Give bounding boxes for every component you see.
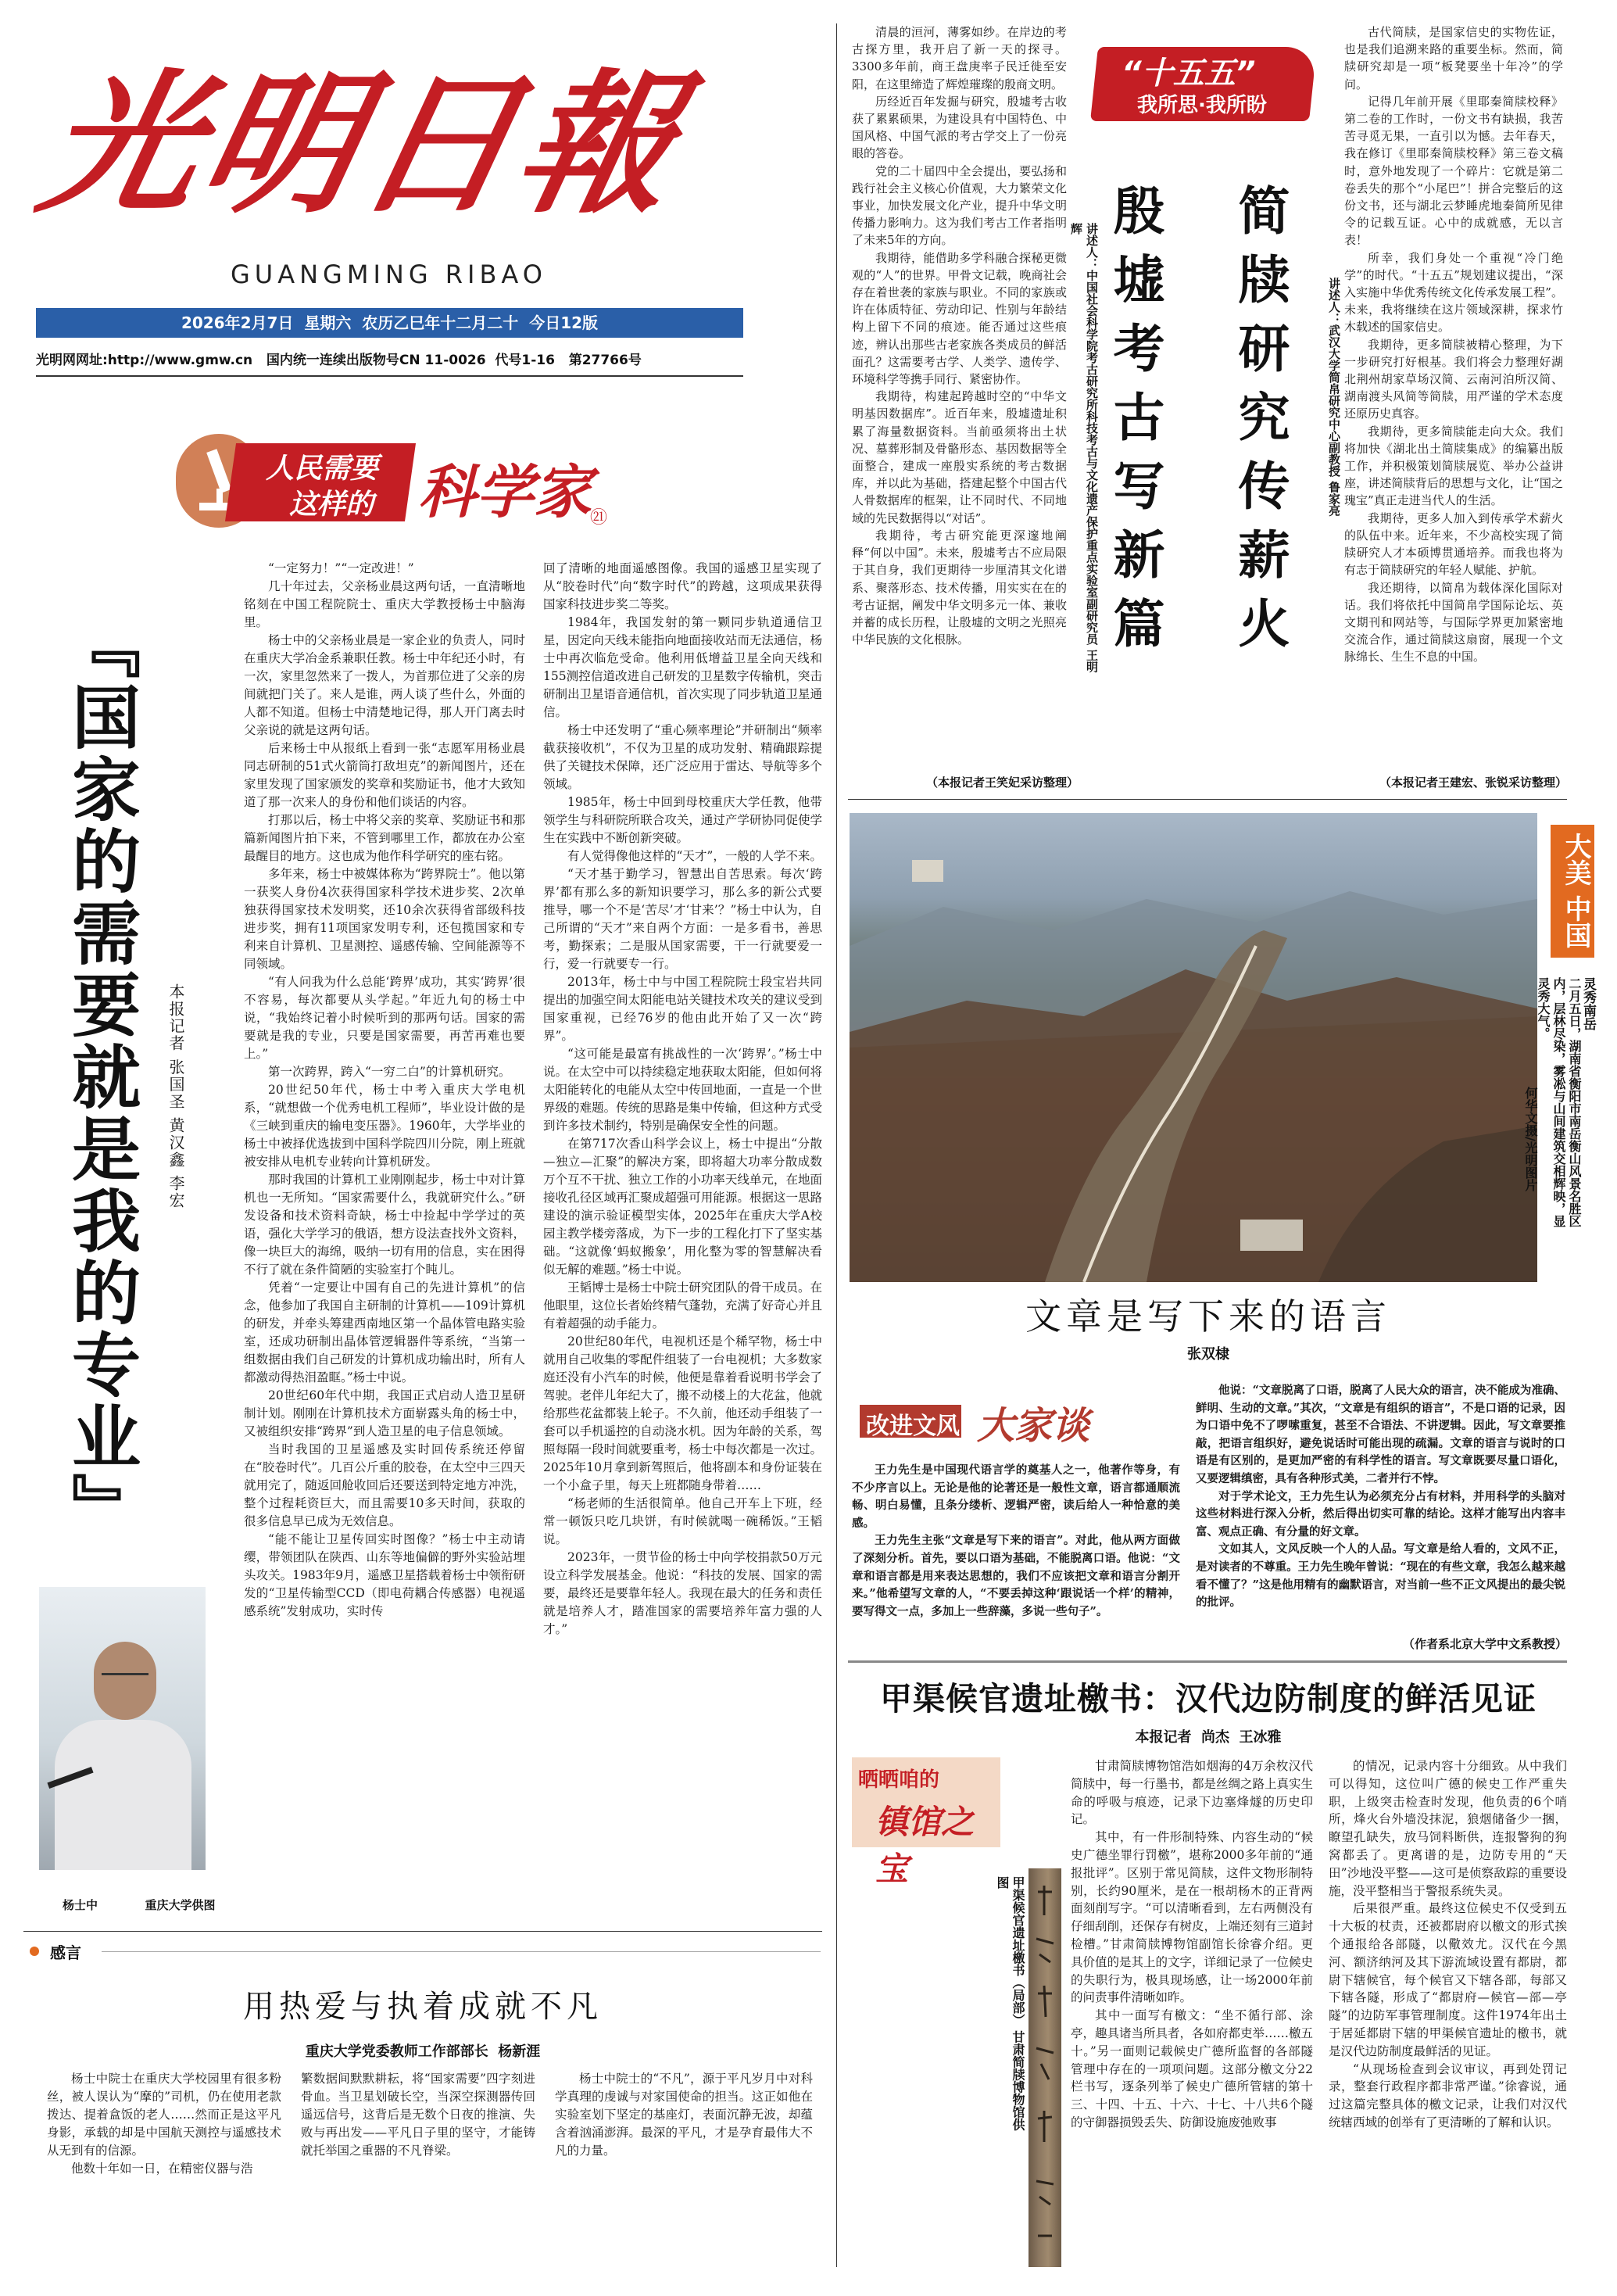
essay-column-3 bbox=[555, 2070, 813, 2226]
scientist-col2-paragraph: “杨老师的生活很简单。他自己开车上下班，经常一顿饭只吃几块饼，有时候就喝一碗稀饭。”王韬说。 bbox=[543, 1496, 822, 1546]
essay-col3-para: 杨士中院士的“不凡”，源于平凡岁月中对科学真理的虔诚与对家国使命的担当。这正如他在实验室划下坚定的基座灯，表面沉静无波，却蕴含着汹涌澎湃。最深的平凡，才是孕育最伟大不凡的力量。 bbox=[555, 2072, 813, 2158]
plan-right-paragraph: 我期待，更多简牍被精心整理，为下一步研究打好根基。我们将会力整理好湖北荆州胡家草场汉简、云南河泊所汉简、湖南渡头风简等简牍，用严谨的学术态度还原历史真容。 bbox=[1344, 337, 1563, 421]
wenfeng-badge-right: 大家谈 bbox=[977, 1404, 1090, 1448]
jiaqu-col2-paragraph: 的情况，记录内容十分细致。从中我们可以得知，这位叫广德的候史工作严重失职，上级突击检查时发现，他负责的6个哨所，烽火台外墙没抹泥，狼烟储备少一捆，瞭望孔缺失，放马饲料断供，连报警狗的狗窝都丢了。更离谱的是，边防专用的“天田”沙地没平整——这可是侦察敌踪的重要设施，没平整相当于警报系统失灵。 bbox=[1329, 1759, 1567, 1898]
scientist-col2-paragraph: 王韬博士是杨士中院士研究团队的骨干成员。在他眼里，这位长者始终精气蓬勃，充满了好奇心并且有着超强的动手能力。 bbox=[543, 1281, 822, 1331]
portrait-glasses bbox=[102, 1673, 148, 1683]
scientist-col1-paragraph: 20世纪60年代中期，我国正式启动人造卫星研制计划。刚刚在计算机技术方面崭露头角的杨士中，又被组织安排“跨界”到人造卫星的电子信息领域。 bbox=[244, 1388, 525, 1438]
scientist-col2-paragraph: 1984年，我国发射的第一颗同步轨道通信卫星，因定向天线未能指向地面接收站而无法通信，杨士中再次临危受命。他利用低增益卫星全向天线和155测控信道改进自己研发的卫星数字传输机，突击研制出卫星语音通信机，首次实现了同步轨道卫星通信。 bbox=[543, 615, 822, 719]
banner-sub: 我所思·我所盼 bbox=[1137, 94, 1267, 117]
scientist-col2-paragraph: 20世纪80年代，电视机还是个稀罕物，杨士中就用自己收集的零配件组装了一台电视机；大多数家庭还没有小汽车的时候，他便是靠着看说明书学会了驾驶。老伴儿年纪大了，搬不动楼上的大花盆，他就给那些花盆都装上轮子。不久前，他还动手组装了一套可以手机遥控的自动浇水机。因为年龄的关系，驾照每隔一段时间就要重考，杨士中每次都是一次过。2025年10月拿到新驾照后，他将副本和身份证装在一个小盒子里，每天上班都随身带着…… bbox=[543, 1334, 822, 1492]
jiaqu-col1-paragraph: 其中一面写有檄文：“坐不循行部、涂亭，趣具诸当所具者，各如府都吏举……檄五十。”另一面则记载候史广德所监督的各部隧管理中存在的一项项问题。这部分檄文分22栏书写，逐条列举了候史广德所管辖的第十三、十四、十五、十六、十七、十八共6个隧的守御器损毁丢失、防御设施废弛败事 bbox=[1071, 2008, 1313, 2129]
scientist-col1-paragraph: 打那以后，杨士中将父亲的奖章、奖励证书和那篇新闻图片拍下来，不管到哪里工作，都放在办公室最醒目的地方。这也成为他作科学研究的座右铭。 bbox=[244, 813, 525, 863]
masthead-rule bbox=[36, 375, 743, 377]
plan-right-paragraph: 古代简牍，是国家信史的实物佐证，也是我们追溯来路的重要坐标。然而，简牍研究却是一项“板凳要坐十年冷”的学问。 bbox=[1344, 25, 1563, 91]
wenfeng-title: 文章是写下来的语言 bbox=[1025, 1295, 1391, 1338]
jiaqu-col1-paragraph: 其中，有一件形制特殊、内容生动的“候史广德坐罪行罚檄”，堪称2000多年前的“通报批评”。区别于常见简牍，这件文物形制特别，长约90厘米，是在一根胡杨木的正背两面刻削写字。“可以清晰看到，左右两侧没有仔细刮削，还保存有树皮，上端还刻有三道封检槽。”甘肃简牍博物馆副馆长徐睿介绍。更具价值的是其上的文字，详细记录了一位候史的失职行为，极具现场感，让一场2000年前的问责事件清晰如昨。 bbox=[1071, 1830, 1313, 2005]
dateline: 2026年2月7日 星期六 农历乙巳年十二月二十 今日12版 bbox=[181, 313, 599, 332]
newspaper-title: 光明日報 bbox=[27, 55, 698, 235]
plan-left-byline: 讲述人：中国社会科学院考古研究所科技考古与文化遗产保护重点实验室副研究员 王明辉 bbox=[1069, 223, 1099, 673]
wenfeng-author: 张双棣 bbox=[1187, 1346, 1229, 1363]
plan-bottom-rule bbox=[848, 799, 1567, 800]
scientist-col1-paragraph: “能不能让卫星传回实时图像？”杨士中主动请缨，带领团队在陕西、山东等地偏僻的野外实验站埋头攻关。1983年9月，遥感卫星搭载着杨士中领衔研发的“卫星传输型CCD（即电荷耦合传感器）电视遥感系统”发射成功，实时传 bbox=[244, 1532, 525, 1618]
wenfeng-right-paragraph: 文如其人，文风反映一个人的人品。写文章是给人看的，文风不正，是对读者的不尊重。王力先生晚年曾说：“现在的有些文章，我怎么越来越看不懂了？”这是他用精有的幽默语言，对当前一些不正文风提出的最尖锐的批评。 bbox=[1196, 1542, 1565, 1610]
essay-col1b-para: 他数十年如一日，在精密仪器与浩 bbox=[71, 2162, 253, 2176]
jiaqu-caption: 甲渠候官遗址檄书（局部） 甘肃简牍博物馆供图 bbox=[995, 1876, 1025, 2131]
wenfeng-badge-left: 改进文风 bbox=[866, 1413, 960, 1440]
scientist-col2-paragraph: 2023年，一贯节俭的杨士中向学校捐款50万元设立科学发展基金。他说：“科技的发展、国家的需要，最终还是要靠年轻人。我现在最大的任务和责任就是培养人才，踏准国家的需要培养年富力强的人才。” bbox=[543, 1550, 822, 1636]
essay-tag: 感言 bbox=[50, 1943, 81, 1962]
wenfeng-left-paragraph: 王力先生是中国现代语言学的奠基人之一，他著作等身，有不少序言以上。无论是他的论著还是一般性文章，语言都通顺流畅、明白易懂，且条分缕析、逻辑严密，读后给人一种恰意的美感。 bbox=[852, 1463, 1180, 1530]
scientist-col1-paragraph: 第一次跨界，跨入“一穷二白”的计算机研究。 bbox=[268, 1065, 511, 1079]
plan-left-paragraph: 清晨的洹河，薄雾如纱。在岸边的考古探方里，我开启了新一天的探寻。3300多年前，商王盘庚率子民迁徙至安阳，在这里缔造了辉煌璀璨的殷商文明。 bbox=[852, 25, 1067, 91]
wenfeng-right-text bbox=[1196, 1382, 1565, 1634]
badge-line2: 这样的 bbox=[289, 489, 374, 521]
plan-right-paragraph: 所幸，我们身处一个重视“冷门绝学”的时代。“十五五”规划建议提出，“深入实施中华优秀传统文化传承发展工程”。未来，我将继续在这片领域深耕，探求竹木载述的国家信史。 bbox=[1344, 250, 1563, 335]
plan-left-paragraph: 党的二十届四中全会提出，要弘扬和践行社会主义核心价值观，大力繁荣文化事业，加快发展文化产业，提升中华文明传播力影响力。这为我们考古工作者指明了未来5年的方向。 bbox=[852, 163, 1067, 248]
caption-name: 杨士中 bbox=[63, 1898, 98, 1912]
photo-badge-line2: 中国 bbox=[1560, 895, 1591, 948]
plan-left-headline: 殷墟考古写新篇 bbox=[1104, 184, 1165, 665]
plan-right-note: （本报记者王建宏、张锐采访整理） bbox=[1379, 775, 1567, 790]
wenfeng-right-paragraph: 对于学术论文，王力先生认为必须充分占有材料，并用科学的头脑对这些材料进行深入分析，然后得出切实可靠的结论。这样才能写出内容丰富、观点正确、有分量的好文章。 bbox=[1196, 1489, 1565, 1538]
scientist-bottom-rule bbox=[23, 1931, 822, 1932]
scientist-col2-paragraph: “天才基于勤学习，智慧出自苦思索。每次‘跨界’都有那么多的新知识要学习，那么多的新公式要推导，哪一个不是‘苦尽’才‘甘来’？”杨士中认为，自己所谓的“天才”来自两个方面：一是多看书，善思考，勤探索；二是服从国家需要，干一行就要爱一行，爱一行就要专一行。 bbox=[543, 867, 822, 971]
plan-left-note: （本报记者王笑妃采访整理） bbox=[925, 775, 1079, 790]
jiaqu-title: 甲渠候官遗址檄书：汉代边防制度的鲜活见证 bbox=[880, 1680, 1537, 1718]
scientist-col1-paragraph: 那时我国的计算机工业刚刚起步，杨士中对计算机也一无所知。“国家需要什么，我就研究什么。”研发设备和技术资料奇缺，杨士中捡起中学学过的英语，强化大学学习的俄语，想方设法查找外文资料，像一块巨大的海绵，吸纳一切有用的信息，实在困得不行了就在条件简陋的实验室打个盹儿。 bbox=[244, 1173, 525, 1277]
plan-left-paragraph: 我期待，能借助多学科融合探秘更微观的“人”的世界。甲骨文记载，晚商社会存在着世袭的家族与职业。不同的家族或许在体质特征、劳动印记、性别与年龄结构上留下不同的痕迹。能否通过这些痕迹，辨认出那些古老家族各类成员的鲜活面孔？这需要考古学、人类学、遗传学、环境科学等携手同行、紧密协作。 bbox=[852, 250, 1067, 387]
plan-right-text bbox=[1344, 23, 1563, 772]
scientist-col1-paragraph: “有人问我为什么总能‘跨界’成功，其实‘跨界’很不容易，每次都要从头学起。”年近九旬的杨士中说，“我始终记着小时候听到的那两句话。国家的需要就是我的专业，只要是国家需要，再苦再难也要上。” bbox=[244, 975, 525, 1061]
scientist-col2-paragraph: 1985年，杨士中回到母校重庆大学任教，他带领学生与科研院所联合攻关，通过产学研协同促使学生在实践中不断创新突破。 bbox=[543, 795, 822, 845]
scientist-col1-paragraph: 当时我国的卫星遥感及实时回传系统还停留在“胶卷时代”。几百公斤重的胶卷，在太空中三四天就用完了，随返回舱收回后还要送到特定地方冲洗，整个过程耗资巨大，而且需要10多天时间，获取的很多信息早已成为无效信息。 bbox=[244, 1442, 525, 1528]
wenfeng-right-paragraph: 他说：“文章脱离了口语，脱离了人民大众的语言，决不能成为准确、鲜明、生动的文章。”其次，“文章是有组织的语言”，不是口语的记录，因为口语中免不了啰嗦重复，甚至不合语法、不讲逻辑。因此，写文章要推敲，把语言组织好，避免说话时可能出现的疏漏。文章的语言与说时的口语是有区别的，是更加严密的有科学性的语言。写文章既要尽量口语化，又要逻辑缜密，具有各种形式美，二者并行不悖。 bbox=[1196, 1384, 1565, 1485]
plan-right-paragraph: 记得几年前开展《里耶秦简牍校释》第二卷的工作时，一份文书有缺损，我苦苦寻觅无果，一直引以为憾。去年春天，我在修订《里耶秦简牍校释》第三卷文稿时，意外地发现了一个碎片：它就是第二卷丢失的那个“小尾巴”！拼合完整后的这份文书，还与湖北云梦睡虎地秦简所见律令的记载互证。心中的成就感，无以言表！ bbox=[1344, 94, 1563, 248]
jiaqu-col1-paragraph: 甘肃简牍博物馆浩如烟海的4万余枚汉代简牍中，每一行墨书，都是丝绸之路上真实生命的呼吸与痕迹，记录下边塞烽燧的历史印记。 bbox=[1071, 1759, 1313, 1827]
essay-title: 用热爱与执着成就不凡 bbox=[243, 1989, 603, 2025]
badge-number: ㉑ bbox=[590, 508, 608, 528]
plan-right-paragraph: 我还期待，以简帛为载体深化国际对话。我们将依托中国简帛学国际论坛、英文期刊和网站等，与国际学界更加紧密地交流合作，通过简牍这扇窗，展现一个文脉绵长、生生不息的中国。 bbox=[1344, 580, 1563, 664]
wenfeng-bottom-rule bbox=[848, 1660, 1567, 1663]
badge-line1: 人民需要 bbox=[266, 453, 379, 485]
jiaqu-badge bbox=[852, 1757, 1000, 1888]
main-divider bbox=[836, 23, 837, 2267]
photo-landscape bbox=[850, 813, 1537, 1282]
essay-column-1 bbox=[47, 2070, 281, 2226]
essay-col1-para: 杨士中院士在重庆大学校园里有很多粉丝，被人误认为“摩的”司机，仍在使用老款拨达、提着盒饭的老人……然而正是这平凡身影，承载的却是中国航天测控与遥感技术从无到有的信源。 bbox=[47, 2072, 281, 2158]
nanyue-photo bbox=[850, 813, 1537, 1282]
plan-right-paragraph: 我期待，更多简牍能走向大众。我们将加快《湖北出土简牍集成》的编纂出版工作，并积极策划简牍展览、举办公益讲座，讲述简牍背后的思想与文化，让“国之瑰宝”真正走进当代人的生活。 bbox=[1344, 424, 1563, 508]
essay-byline: 重庆大学党委教师工作部部长 杨新涯 bbox=[305, 2043, 541, 2060]
scientist-col2-paragraph: 杨士中还发明了“重心频率理论”并研制出“频率截获接收机”，不仅为卫星的成功发射、精确跟踪提供了关键技术保障，还广泛应用于雷达、导航等多个领域。 bbox=[543, 723, 822, 791]
publication-info: 光明网网址:http://www.gmw.cn 国内统一连续出版物号CN 11-0026 代号1-16 第27766号 bbox=[36, 353, 642, 368]
photo-badge-line1: 大美 bbox=[1560, 833, 1591, 886]
essay-tag-row bbox=[23, 1940, 822, 1964]
essay-column-2 bbox=[301, 2070, 535, 2226]
scientist-col1-paragraph: 后来杨士中从报纸上看到一张“志愿军用杨业晨同志研制的51式火箭筒打敌坦克”的新闻图片，还在家里发现了国家颁发的奖章和奖励证书，他才大致知道了那一次来人的身份和他们谈话的内容。 bbox=[244, 741, 525, 809]
essay-tag-line bbox=[102, 1951, 821, 1952]
essay-col2-para: 繁数据间默默耕耘，将“国家需要”四字刻进骨血。当卫星划破长空，当深空探测器传回遥远信号，这背后是无数个日夜的推演、失败与再出发——平凡日子里的坚守，才能铸就托举国之重器的不凡脊梁。 bbox=[301, 2072, 535, 2158]
scientist-col1-paragraph: “一定努力！”“一定改进！” bbox=[268, 561, 414, 575]
plan-left-paragraph: 我期待，考古研究能更深邃地阐释“何以中国”。未来，殷墟考古不应局限于其自身，我们更期待一步厘清其文化谱系、聚落形态、技术传播，用实实在在的考古证据，阐发中华文明多元一体、兼收并蓄的成长历程，让殷墟的文明之光照亮中华民族的文化根脉。 bbox=[852, 528, 1067, 647]
caption-credit: 重庆大学供图 bbox=[145, 1898, 216, 1912]
newspaper-pinyin: GUANGMING RIBAO bbox=[231, 260, 547, 289]
badge-big: 科学家 bbox=[418, 459, 592, 526]
scientist-column-1 bbox=[244, 560, 525, 1916]
banner-big: “十五五” bbox=[1122, 56, 1256, 91]
jiaqu-column-2 bbox=[1329, 1757, 1567, 2273]
jiaqu-slip-photo bbox=[1029, 1868, 1061, 2267]
wooden-slip-strokes bbox=[1029, 1868, 1061, 2267]
scientist-byline: 本报记者 张国圣 黄汉鑫 李宏 bbox=[166, 983, 185, 1210]
scientist-col1-paragraph: 几十年过去，父亲杨业晨这两句话，一直清晰地铭刻在中国工程院院士、重庆大学教授杨士中脑海里。 bbox=[244, 579, 525, 629]
wenfeng-left-paragraph: 王力先生主张“文章是写下来的语言”。对此，他从两方面做了深刻分析。首先，要以口语为基础，不能脱离口语。他说：“文章和语言都是用来表达思想的，我们不应该把文章和语言分割开来。”他希望写文章的人，“不要丢掉这种‘跟说话一个样’的精神，要写得文一点，多加上一些辞藻，多说一些句子”。 bbox=[852, 1534, 1180, 1618]
jiaqu-badge-line2: 镇馆之宝 bbox=[875, 1803, 975, 1888]
scientist-col1-paragraph: 凭着“一定要让中国有自己的先进计算机”的信念，他参加了我国自主研制的计算机——109计算机的研发，并牵头筹建西南地区第一个晶体管电路实验室，还成功研制出晶体管逻辑器件等系统，“当第一组数据由我们自己研发的计算机成功输出时，所有人都激动得热泪盈眶。”杨士中说。 bbox=[244, 1281, 525, 1384]
jiaqu-byline: 本报记者 尚杰 王冰雅 bbox=[1135, 1729, 1282, 1746]
essay-dot-icon bbox=[30, 1947, 39, 1956]
jiaqu-badge-line1: 晒晒咱的 bbox=[858, 1768, 940, 1792]
scientist-col1-paragraph: 20世纪50年代，杨士中考入重庆大学电机系，“就想做一个优秀电机工程师”，毕业设计做的是《三峡到重庆的输电变压器》。1960年，大学毕业的杨士中被择优选拔到中国科学院四川分院，刚上班就被安排从电机专业转向计算机研发。 bbox=[244, 1083, 525, 1169]
portrait-body bbox=[55, 1720, 191, 1870]
photo-badge bbox=[1551, 825, 1594, 958]
scientist-column-badge bbox=[176, 426, 614, 535]
jiaqu-col2-paragraph: “从现场检查到会议审议，再到处罚记录，整套行政程序都非常严谨。”徐睿说，通过这篇完整具体的檄文记录，让我们对汉代统辖西域的创举有了更清晰的了解和认识。 bbox=[1329, 2061, 1567, 2129]
plan-banner bbox=[1075, 31, 1325, 137]
plan-left-paragraph: 我期待，构建起跨越时空的“中华文明基因数据库”。近百年来，殷墟遗址积累了海量数据资料。当前亟须将出土状况、墓葬形制及骨骼形态、基因数据等全面整合，建成一座殷实系统的考古数据库，并以此为基础，搭建起整个中国古代人骨数据库的框架，让不同时代、不同地域的先民数据得以“对话”。 bbox=[852, 389, 1067, 525]
jiaqu-column-1 bbox=[1071, 1757, 1313, 2273]
plan-left-paragraph: 历经近百年发掘与研究，殷墟考古收获了累累硕果，为建设具有中国特色、中国风格、中国气派的考古学交上了一份亮眼的答卷。 bbox=[852, 94, 1067, 161]
photo-caption-credit: 何华文摄/光明图片 bbox=[1523, 1087, 1538, 1191]
scientist-col2-paragraph: 在第717次香山科学会议上，杨士中提出“分散—独立—汇聚”的解决方案，即将超大功率分散成数万个互不干扰、独立工作的小功率天线单元，在地面接收孔径区域再汇聚成超强可用能源。根据这一思路建设的演示验证模型实体，2025年在重庆大学A校园主教学楼旁落成，为下一步的工程化打下了坚实基础。“这就像‘蚂蚁搬象’，用化整为零的智慧解决看似无解的难题。”杨士中说。 bbox=[543, 1137, 822, 1277]
scientist-headline: 『国家的需要就是我的专业』 bbox=[61, 610, 142, 1545]
scientist-col2-paragraph: 回了清晰的地面遥感图像。我国的遥感卫星实现了从“胶卷时代”向“数字时代”的跨越，这项成果获得国家科技进步奖二等奖。 bbox=[543, 561, 822, 611]
plan-right-headline: 简牍研究传薪火 bbox=[1229, 184, 1290, 665]
wenfeng-note: （作者系北京大学中文系教授） bbox=[1402, 1637, 1567, 1651]
jiaqu-col2-paragraph: 后果很严重。最终这位候史不仅受到五十大板的杖责，还被都尉府以檄文的形式挨个通报给各部隧，以儆效尤。汉代在今黑河、额济纳河及其下游流域设置有都尉，都尉下辖候官，每个候官又下辖各部，每部又下辖各隧，形成了“都尉府—候官—部—亭隧”的边防军事管理制度。这件1974年出土于居延都尉下辖的甲渠候官遗址的檄书，就是汉代边防制度最鲜活的见证。 bbox=[1329, 1901, 1567, 2058]
scientist-col2-paragraph: 有人觉得像他这样的“天才”，一般的人学不来。 bbox=[567, 849, 822, 863]
photo-caption-text: 二月五日，湖南省衡阳市南岳衡山风景名胜区内，层林尽染，雾凇与山间建筑交相辉映，显灵秀大气。 bbox=[1536, 977, 1582, 1227]
scientist-col2-paragraph: 2013年，杨士中与中国工程院院士段宝岩共同提出的加强空间太阳能电站关键技术攻关的建议受到国家重视，已经76岁的他由此开始了又一次“跨界”。 bbox=[543, 975, 822, 1043]
scientist-col1-paragraph: 杨士中的父亲杨业晨是一家企业的负责人，同时在重庆大学冶金系兼职任教。杨士中年纪还小时，有一次，家里忽然来了一拨人，为首那位进了父亲的房间就把门关了。来人是谁，两人谈了些什么，外面的人都不知道。但杨士中清楚地记得，那人开门离去时父亲说的就是这两句话。 bbox=[244, 633, 525, 737]
wenfeng-badge bbox=[860, 1395, 1141, 1454]
plan-right-byline: 讲述人：武汉大学简帛研究中心副教授 鲁家亮 bbox=[1327, 278, 1341, 517]
scientist-col2-paragraph: “这可能是最富有挑战性的一次‘跨界’。”杨士中说。在太空中可以持续稳定地获取太阳能，但如何将太阳能转化的电能从太空中传回地面，一直是一个世界级的难题。传统的思路是集中传输，但这种方式受到许多技术制约，特别是确保安全性的问题。 bbox=[543, 1047, 822, 1133]
wenfeng-left-text bbox=[852, 1462, 1180, 1642]
scientist-column-2 bbox=[543, 560, 822, 1916]
scientist-photo bbox=[39, 1587, 206, 1870]
dateline-band bbox=[36, 308, 743, 338]
scientist-col1-paragraph: 多年来，杨士中被媒体称为“跨界院士”。他以第一获奖人身份4次获得国家科学技术进步奖、2次单独获得国家技术发明奖，还10余次获得省部级科技进步奖，拥有11项国家发明专利，还包揽国家和专利来自计算机、卫星测控、遥感传输、空间能源等不同领域。 bbox=[244, 867, 525, 971]
plan-right-paragraph: 我期待，更多人加入到传承学术薪火的队伍中来。近年来，不少高校实现了简牍研究人才本硕博贯通培养。而我也将为有志于简牍研究的年轻人赋能、护航。 bbox=[1344, 510, 1563, 578]
photo-caption-title: 灵秀南岳 bbox=[1580, 977, 1596, 1030]
plan-left-text bbox=[852, 23, 1067, 772]
